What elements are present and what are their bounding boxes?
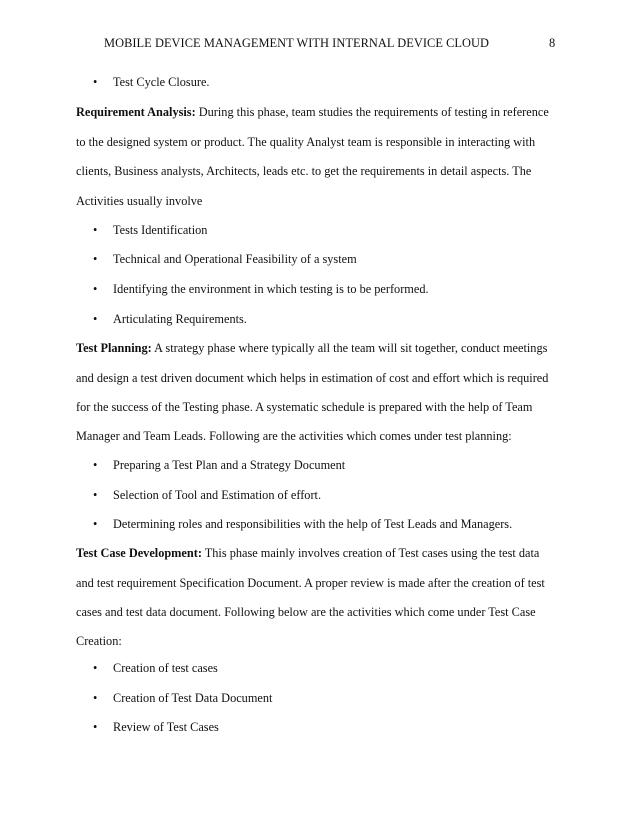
bullet-icon: • [93, 720, 98, 734]
bullet-icon: • [93, 517, 98, 531]
paragraph-line: Manager and Team Leads. Following are the activities which comes under test planning: [76, 429, 512, 443]
list-item: Technical and Operational Feasibility of a system [113, 252, 357, 266]
bullet-icon: • [93, 312, 98, 326]
bullet-icon: • [93, 252, 98, 266]
paragraph-line: Creation: [76, 634, 122, 648]
bullet-icon: • [93, 223, 98, 237]
paragraph-line: and design a test driven document which helps in estimation of cost and effort which is required [76, 371, 549, 385]
bullet-icon: • [93, 488, 98, 502]
list-item: Selection of Tool and Estimation of effort. [113, 488, 322, 502]
running-header-title: MOBILE DEVICE MANAGEMENT WITH INTERNAL DEVICE CLOUD [104, 36, 490, 50]
list-item: Articulating Requirements. [113, 312, 247, 326]
paragraph-line [76, 545, 539, 561]
list-item: Review of Test Cases [113, 720, 219, 734]
bullet-icon: • [93, 458, 98, 472]
list-item: Test Cycle Closure. [113, 75, 210, 89]
bullet-icon: • [93, 691, 98, 705]
bullet-icon: • [93, 661, 98, 675]
paragraph-line: to the designed system or product. The quality Analyst team is responsible in interacting with [76, 135, 536, 149]
list-item: Tests Identification [113, 223, 208, 237]
list-item: Determining roles and responsibilities with the help of Test Leads and Managers. [113, 517, 513, 531]
paragraph-line: cases and test data document. Following below are the activities which come under Test Case [76, 605, 536, 619]
bullet-icon: • [93, 75, 98, 89]
paragraph-line: clients, Business analysts, Architects, leads etc. to get the requirements in detail aspects. The [76, 164, 532, 178]
page-number: 8 [549, 36, 556, 50]
paragraph-text: A strategy phase where typically all the team will sit together, conduct meetings [151, 341, 548, 355]
paragraph-line: Activities usually involve [76, 194, 203, 208]
section-heading-test-planning: Test Planning: [76, 341, 152, 355]
list-item: Creation of Test Data Document [113, 691, 273, 705]
section-heading-requirement-analysis: Requirement Analysis: [76, 105, 196, 119]
paragraph-line [76, 340, 547, 356]
paragraph-text: This phase mainly involves creation of Test cases using the test data [201, 546, 540, 560]
bullet-icon: • [93, 282, 98, 296]
paragraph-line: and test requirement Specification Document. A proper review is made after the creation of test [76, 576, 545, 590]
section-heading-test-case-development: Test Case Development: [76, 546, 202, 560]
list-item: Preparing a Test Plan and a Strategy Document [113, 458, 346, 472]
paragraph-line: for the success of the Testing phase. A systematic schedule is prepared with the help of Team [76, 400, 533, 414]
paragraph-text: During this phase, team studies the requirements of testing in reference [195, 105, 549, 119]
list-item: Creation of test cases [113, 661, 218, 675]
list-item: Identifying the environment in which testing is to be performed. [113, 282, 429, 296]
paragraph-line [76, 104, 549, 120]
